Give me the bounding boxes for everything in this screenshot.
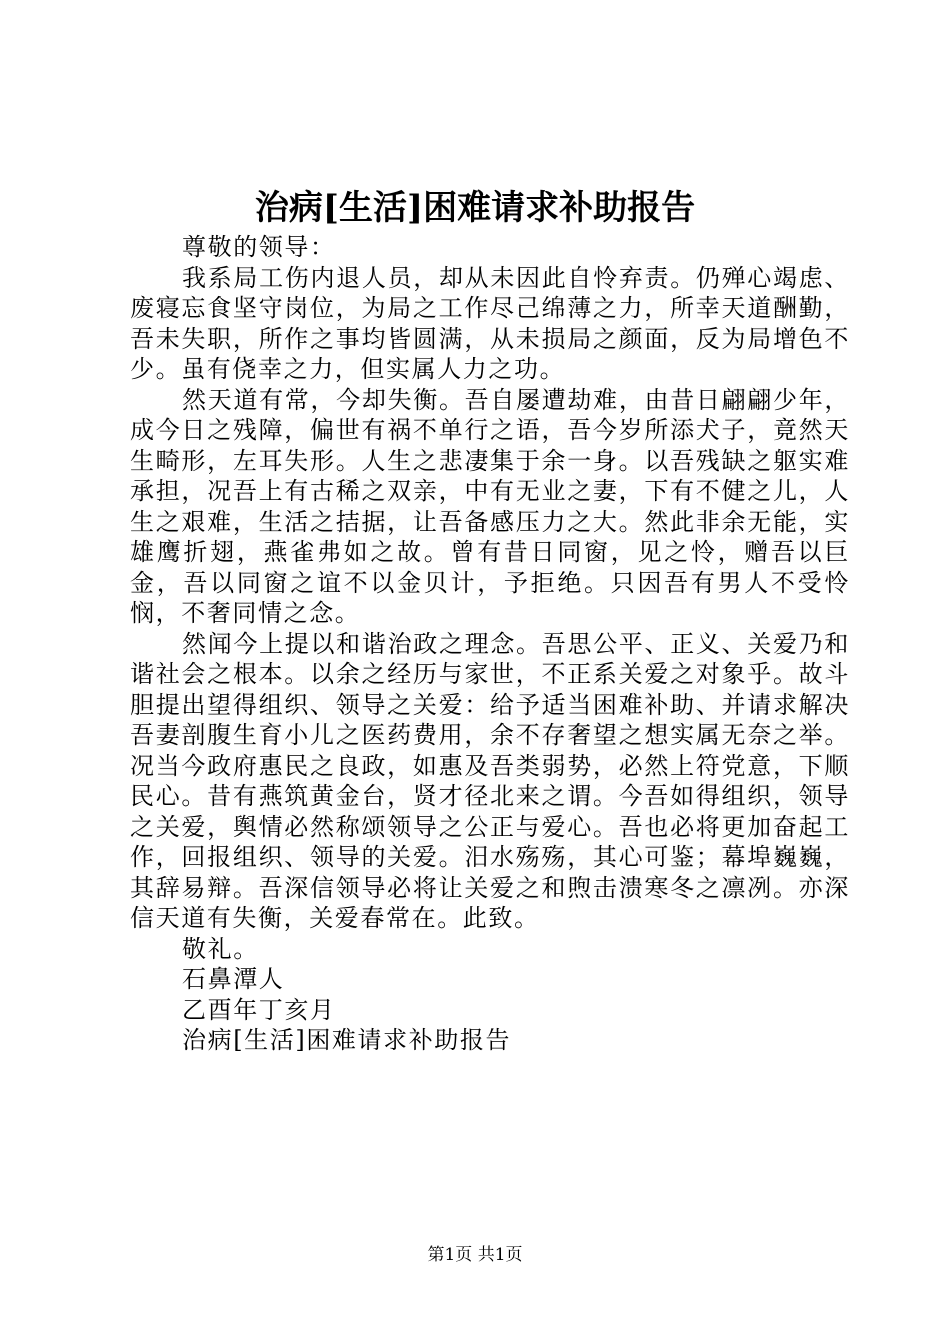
document-title: 治病[生活]困难请求补助报告	[254, 188, 696, 228]
paragraph-1: 我系局工伤内退人员，却从未因此自怜弃责。仍殚心竭虑、废寝忘食坚守岗位，为局之工作尽己绵薄之力，所幸天道酬勤，吾未失职，所作之事均皆圆满，从未损局之颜面，反为局增色不少。虽有侥幸之力，但实属人力之功。	[130, 263, 850, 383]
paragraph-3: 然闻今上提以和谐治政之理念。吾思公平、正义、关爱乃和谐社会之根本。以余之经历与家世，不正系关爱之对象乎。故斗胆提出望得组织、领导之关爱：给予适当困难补助、并请求解决吾妻剖腹生育小儿之医药费用，余不存奢望之想实属无奈之举。况当今政府惠民之良政，如惠及吾类弱势，必然上符党意，下顺民心。昔有燕筑黄金台，贤才径北来之谓。今吾如得组织，领导之关爱，舆情必然称颂领导之公正与爱心。吾也必将更加奋起工作，回报组织、领导的关爱。汨水殇殇，其心可鉴；幕埠巍巍，其辞易辩。吾深信领导必将让关爱之和煦击溃寒冬之凛冽。亦深信天道有失衡，关爱春常在。此致。	[130, 629, 850, 932]
document-body	[130, 232, 850, 1056]
closing: 敬礼。	[182, 934, 259, 963]
date: 乙酉年丁亥月	[182, 995, 336, 1024]
paragraph-2: 然天道有常，今却失衡。吾自屡遭劫难，由昔日翩翩少年，成今日之残障，偏世有祸不单行之语，吾今岁所添犬子，竟然天生畸形，左耳失形。人生之悲凄集于余一身。以吾残缺之躯实难承担，况吾上有古稀之双亲，中有无业之妻，下有不健之儿，人生之艰难，生活之拮据，让吾备感压力之大。然此非余无能，实雄鹰折翅，燕雀弗如之故。曾有昔日同窗，见之怜，赠吾以巨金，吾以同窗之谊不以金贝计，予拒绝。只因吾有男人不受怜悯，不奢同情之念。	[130, 385, 850, 627]
repeat-title: 治病[生活]困难请求补助报告	[182, 1026, 512, 1054]
page-footer: 第1页 共1页	[427, 1245, 523, 1265]
salutation: 尊敬的领导：	[182, 233, 336, 261]
signature: 石鼻潭人	[182, 965, 285, 993]
